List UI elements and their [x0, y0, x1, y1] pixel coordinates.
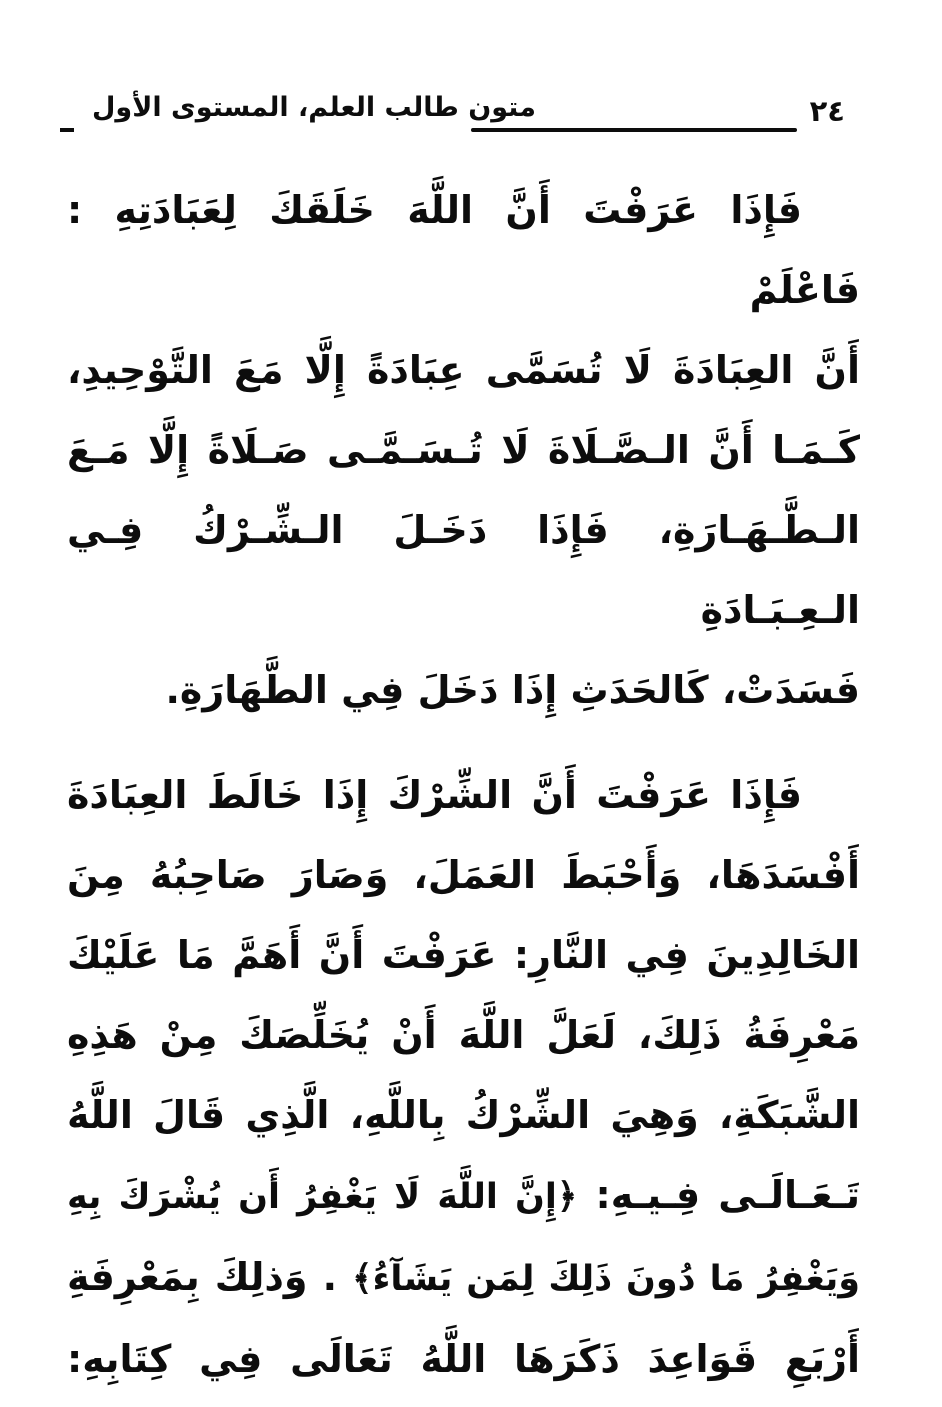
body-text-segment: فَإِذَا عَرَفْتَ أَنَّ الشِّرْكَ إِذَا خَالَطَ العِبَادَةَ: [67, 773, 802, 817]
text-line: [67, 1075, 860, 1155]
paragraph: [67, 755, 860, 1399]
header-rule: [471, 128, 797, 132]
body-text: [67, 170, 860, 1399]
body-text-segment: فَسَدَتْ، كَالحَدَثِ إِذَا دَخَلَ فِي الطَّهَارَةِ.: [165, 668, 860, 712]
quran-verse: وَيَغْفِرُ مَا دُونَ ذَلِكَ لِمَن يَشَآءُ﴾: [352, 1259, 861, 1299]
body-text-segment: أَنَّ العِبَادَةَ لَا تُسَمَّى عِبَادَةً إِلَّا مَعَ التَّوْحِيدِ،: [67, 348, 860, 392]
text-line: [67, 490, 860, 650]
text-line: [67, 410, 860, 490]
body-text-segment: الشَّبَكَةِ، وَهِيَ الشِّرْكُ بِاللَّهِ، الَّذِي قَالَ اللَّهُ: [67, 1093, 860, 1137]
page-number: ٢٤: [809, 94, 845, 128]
text-line: [67, 995, 860, 1075]
text-line: [67, 915, 860, 995]
body-text-segment: أَفْسَدَهَا، وَأَحْبَطَ العَمَلَ، وَصَارَ صَاحِبُهُ مِنَ: [67, 853, 860, 897]
text-line: [67, 170, 860, 330]
paragraph: [67, 170, 860, 730]
book-title: متون طالب العلم، المستوى الأول: [92, 92, 536, 123]
text-line: [67, 835, 860, 915]
body-text-segment: الـطَّـهَـارَةِ، فَإِذَا دَخَـلَ الـشِّـرْكُ فِـي الـعِـبَـادَةِ: [67, 508, 860, 632]
text-line: [67, 1319, 860, 1399]
text-line: [67, 650, 860, 730]
header-left-dash: [60, 128, 74, 132]
page-header: [0, 90, 942, 146]
body-text-segment: . وَذلِكَ بِمَعْرِفَةِ: [67, 1255, 353, 1299]
body-text-segment: تَـعَـالَـى فِـيـهِ:: [577, 1173, 860, 1217]
quran-verse: ﴿إِنَّ اللَّهَ لَا يَغْفِرُ أَن يُشْرَكَ بِهِ: [67, 1177, 578, 1217]
text-line: [67, 1155, 860, 1237]
text-line: [67, 755, 860, 835]
body-text-segment: كَـمَـا أَنَّ الـصَّـلَاةَ لَا تُـسَـمَّـى صَـلَاةً إِلَّا مَـعَ: [67, 428, 860, 472]
body-text-segment: فَإِذَا عَرَفْتَ أَنَّ اللَّهَ خَلَقَكَ لِعَبَادَتِهِ : فَاعْلَمْ: [67, 188, 860, 312]
text-line: [67, 1237, 860, 1319]
body-text-segment: الخَالِدِينَ فِي النَّارِ: عَرَفْتَ أَنَّ أَهَمَّ مَا عَلَيْكَ: [67, 933, 860, 977]
text-line: [67, 330, 860, 410]
body-text-segment: أَرْبَعِ قَوَاعِدَ ذَكَرَهَا اللَّهُ تَعَالَى فِي كِتَابِهِ:: [67, 1337, 860, 1381]
body-text-segment: مَعْرِفَةُ ذَلِكَ، لَعَلَّ اللَّهَ أَنْ يُخَلِّصَكَ مِنْ هَذِهِ: [67, 1013, 860, 1057]
